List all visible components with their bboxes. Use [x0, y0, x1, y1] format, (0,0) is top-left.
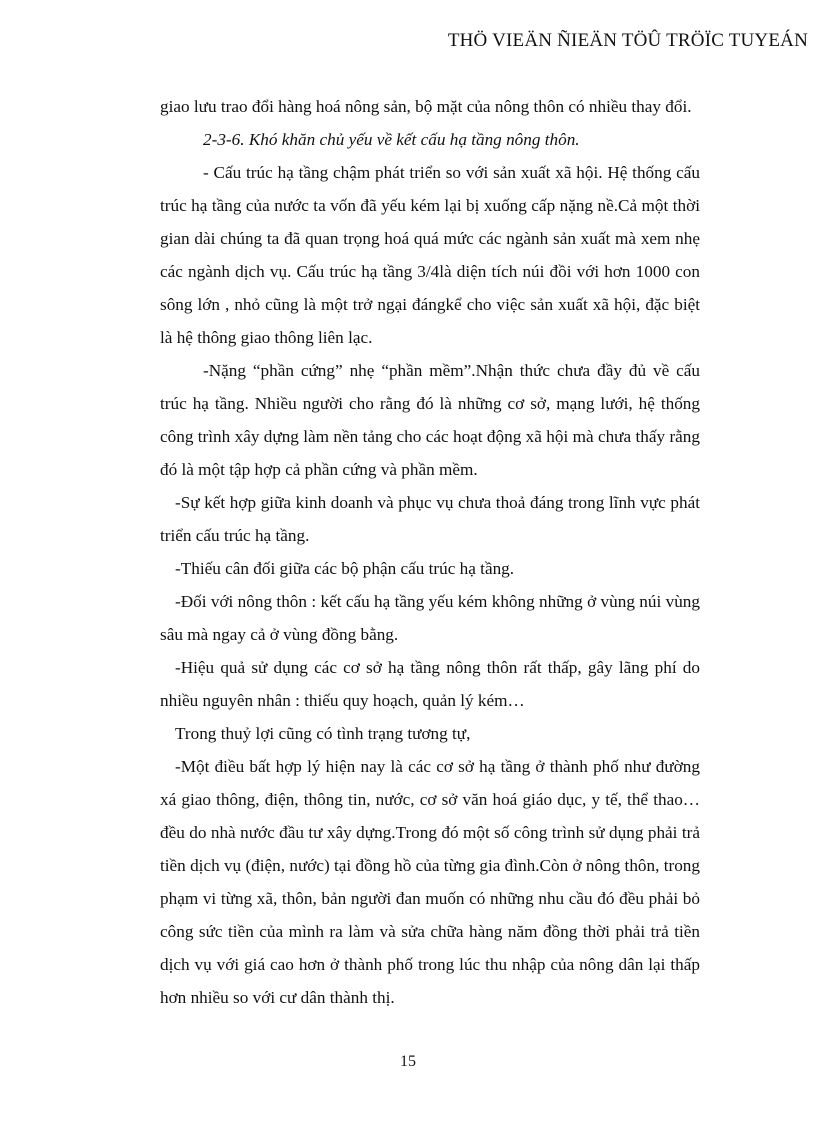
paragraph: -Sự kết hợp giữa kinh doanh và phục vụ chưa thoả đáng trong lĩnh vực phát triển cấu trúc hạ tầng.: [160, 493, 700, 545]
paragraph: - Cấu trúc hạ tầng chậm phát triển so với sản xuất xã hội. Hệ thống cấu trúc hạ tầng của nước ta vốn đã yếu kém lại bị xuống cấp nặng nề.Cả một thời gian dài chúng ta đã quan trọng hoá quá mức các ngành sản xuất mà xem nhẹ các ngành dịch vụ. Cấu trúc hạ tầng 3/4là diện tích núi đồi với hơn 1000 con sông lớn , nhỏ cũng là một trở ngại đángkể cho việc sản xuất xã hội, đặc biệt là hệ thông giao thông liên lạc.: [160, 163, 700, 347]
paragraph-continuation: giao lưu trao đổi hàng hoá nông sản, bộ mặt của nông thôn có nhiều thay đổi.: [160, 97, 692, 116]
paragraph: -Hiệu quả sử dụng các cơ sở hạ tầng nông thôn rất thấp, gây lãng phí do nhiều nguyên nhân : thiếu quy hoạch, quản lý kém…: [160, 658, 700, 710]
paragraph: Trong thuỷ lợi cũng có tình trạng tương tự,: [175, 724, 471, 743]
body-text: [160, 90, 700, 1014]
running-header: THÖ VIEÄN ÑIEÄN TÖÛ TRÖÏC TUYEÁN: [447, 30, 808, 51]
section-heading: 2-3-6. Khó khăn chủ yếu về kết cấu hạ tầng nông thôn.: [203, 130, 580, 149]
page-number: 15: [400, 1053, 416, 1070]
paragraph: -Một điều bất hợp lý hiện nay là các cơ sở hạ tầng ở thành phố như đường xá giao thông, điện, thông tin, nước, cơ sở văn hoá giáo dục, y tế, thể thao… đều do nhà nước đầu tư xây dựng.Trong đó một số công trình sử dụng phải trả tiền dịch vụ (điện, nước) tại đồng hồ của từng gia đình.Còn ở nông thôn, trong phạm vi từng xã, thôn, bản người đan muốn có những nhu cầu đó đều phải bỏ công sức tiền của mình ra làm và sửa chữa hàng năm đồng thời phải trả tiền dịch vụ với giá cao hơn ở thành phố trong lúc thu nhập của nông dân lại thấp hơn nhiều so với cư dân thành thị.: [160, 757, 700, 1007]
paragraph: -Thiếu cân đối giữa các bộ phận cấu trúc hạ tầng.: [175, 559, 515, 578]
paragraph: -Nặng “phần cứng” nhẹ “phần mềm”.Nhận thức chưa đầy đủ về cấu trúc hạ tầng. Nhiều người cho rằng đó là những cơ sở, mạng lưới, hệ thống công trình xây dựng làm nền tảng cho các hoạt động xã hội mà chưa thấy rằng đó là một tập hợp cả phần cứng và phần mềm.: [160, 361, 700, 479]
paragraph: -Đối với nông thôn : kết cấu hạ tầng yếu kém không những ở vùng núi vùng sâu mà ngay cả ở vùng đồng bằng.: [160, 592, 700, 644]
